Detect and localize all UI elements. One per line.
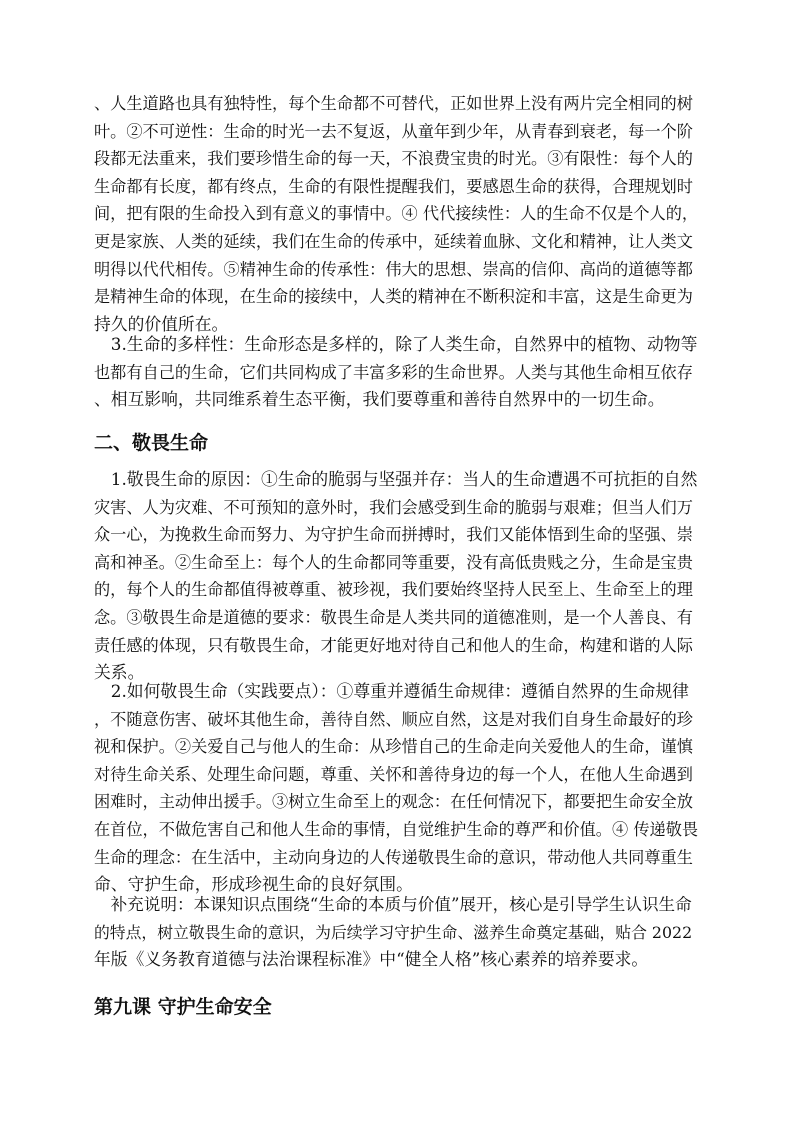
text-line: 叶。②不可逆性：生命的时光一去不复返，从童年到少年，从青春到衰老，每一个阶 [94, 121, 693, 141]
text-line: 1.敬畏生命的原因：①生命的脆弱与坚强并存：当人的生命遭遇不可抗拒的自然 [94, 469, 698, 489]
text-line: 更是家族、人类的延续，我们在生命的传承中，延续着血脉、文化和精神，让人类文 [94, 231, 693, 251]
text-line: 众一心，为挽救生命而努力、为守护生命而拼搏时，我们又能体悟到生命的坚强、崇 [94, 525, 693, 545]
text-line: 的特点，树立敬畏生命的意识，为后续学习守护生命、滋养生命奠定基础，贴合 2022 [94, 922, 693, 942]
section-heading-revere-life: 二、敬畏生命 [94, 432, 209, 454]
text-line: 、人生道路也具有独特性，每个生命都不可替代，正如世界上没有两片完全相同的树 [94, 94, 693, 113]
text-line: 2.如何敬畏生命（实践要点）：①尊重并遵循生命规律：遵循自然界的生命规律 [94, 681, 689, 701]
text-line: 困难时，主动伸出援手。③树立生命至上的观念：在任何情况下，都要把生命安全放 [94, 792, 693, 812]
text-line: 3.生命的多样性：生命形态是多样的，除了人类生命，自然界中的植物、动物等 [94, 334, 698, 354]
text-line: 生命的理念：在生活中，主动向身边的人传递敬畏生命的意识，带动他人共同尊重生 [94, 847, 693, 867]
text-line: 明得以代代相传。⑤精神生命的传承性：伟大的思想、崇高的信仰、高尚的道德等都 [94, 259, 693, 279]
text-line: 责任感的体现，只有敬畏生命，才能更好地对待自己和他人的生命，构建和谐的人际 [94, 635, 693, 655]
text-line: 年版《义务教育道德与法治课程标准》中“健全人格”核心素养的培养要求。 [94, 949, 649, 970]
text-line: 的，每个人的生命都值得被尊重、被珍视，我们要始终坚持人民至上、生命至上的理 [94, 580, 693, 600]
paragraph-supplementary-note [94, 891, 698, 974]
text-line: 段都无法重来，我们要珍惜生命的每一天，不浪费宝贵的时光。③有限性：每个人的 [94, 149, 693, 169]
text-line: 视和保护。②关爱自己与他人的生命：从珍惜自己的生命走向关爱他人的生命，谨慎 [94, 737, 693, 757]
text-line: 关系。 [94, 662, 145, 683]
paragraph-life-diversity [94, 331, 698, 414]
text-line: 间，把有限的生命投入到有意义的事情中。④ 代代接续性：人的生命不仅是个人的， [94, 204, 699, 224]
paragraph-reasons-revere-life [94, 466, 698, 687]
text-line: 补充说明：本课知识点围绕“生命的本质与价值”展开，核心是引导学生认识生命 [94, 895, 692, 914]
text-line: 念。③敬畏生命是道德的要求：敬畏生命是人类共同的道德准则，是一个人善良、有 [94, 607, 693, 627]
text-line: ，不随意伤害、破坏其他生命，善待自然、顺应自然，这是对我们自身生命最好的珍 [94, 709, 693, 729]
text-line: 高和神圣。②生命至上：每个人的生命都同等重要，没有高低贵贱之分，生命是宝贵 [94, 552, 693, 572]
paragraph-how-revere-life [94, 678, 698, 899]
text-line: 也都有自己的生命，它们共同构成了丰富多彩的生命世界。人类与其他生命相互依存 [94, 362, 693, 382]
text-line: 生命都有长度，都有终点，生命的有限性提醒我们，要感恩生命的获得，合理规划时 [94, 176, 693, 196]
text-line: 灾害、人为灾难、不可预知的意外时，我们会感受到生命的脆弱与艰难；但当人们万 [94, 497, 693, 517]
text-line: 、相互影响，共同维系着生态平衡，我们要尊重和善待自然界中的一切生命。 [94, 389, 665, 410]
text-line: 在首位，不做危害自己和他人生命的事情，自觉维护生命的尊严和价值。④ 传递敬畏 [94, 819, 699, 839]
text-line: 持久的价值所在。 [94, 313, 229, 334]
lesson-heading-protect-life: 第九课 守护生命安全 [94, 996, 272, 1018]
text-line: 命、守护生命，形成珍视生命的良好氛围。 [94, 874, 413, 895]
text-line: 是精神生命的体现，在生命的接续中，人类的精神在不断积淀和丰富，这是生命更为 [94, 287, 693, 307]
paragraph-life-characteristics [94, 90, 698, 338]
text-line: 对待生命关系、处理生命问题，尊重、关怀和善待身边的每一个人，在他人生命遇到 [94, 764, 693, 784]
